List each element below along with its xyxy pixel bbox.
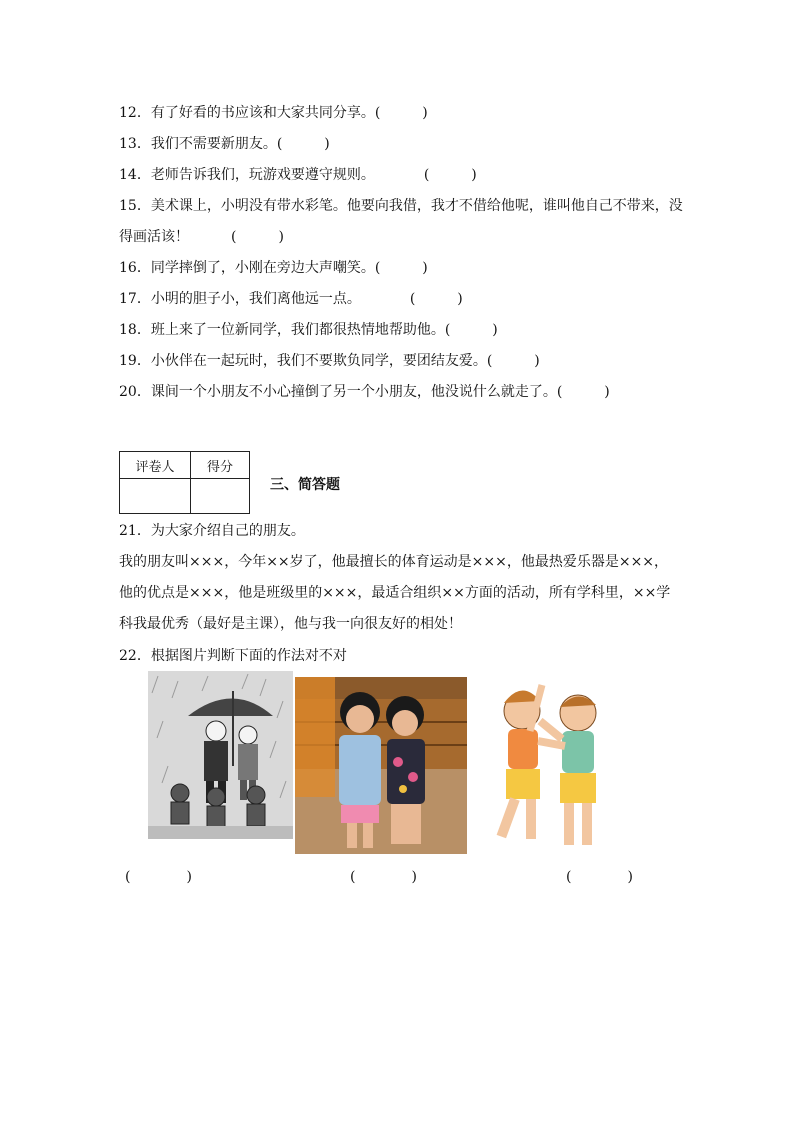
question-18: 18．班上来了一位新同学，我们都很热情地帮助他。( ) — [119, 322, 498, 338]
question-16: 16．同学摔倒了，小刚在旁边大声嘲笑。( ) — [119, 260, 428, 276]
question-20: 20．课间一个小朋友不小心撞倒了另一个小朋友，他没说什么就走了。( ) — [119, 384, 610, 400]
two-girls-illustration — [295, 677, 467, 854]
question-19: 19．小伙伴在一起玩时，我们不要欺负同学，要团结友爱。( ) — [119, 353, 540, 369]
score-table — [119, 451, 250, 514]
question-12: 12．有了好看的书应该和大家共同分享。( ) — [119, 105, 428, 121]
question-21-answer: 我的朋友叫×××，今年××岁了，他最擅长的体育运动是×××，他最热爱乐器是×××，他的优点是×××，他是班级里的×××，最适合组织××方面的活动，所有学科里，××学科我最优秀（最好是主课），他与我一向很友好的相处！ — [119, 554, 671, 632]
question-13: 13．我们不需要新朋友。( ) — [119, 136, 330, 152]
picture-1-answer-blank: ( ) — [125, 869, 192, 885]
kids-fighting-picture — [470, 671, 627, 860]
section-title: 三、简答题 — [270, 477, 340, 493]
picture-2-answer-blank: ( ) — [350, 869, 417, 885]
question-15-cont: 得画活该！ ( ) — [119, 229, 284, 245]
reviewer-header: 评卷人 — [120, 452, 191, 479]
question-21-title: 21．为大家介绍自己的朋友。 — [119, 523, 305, 539]
question-14: 14．老师告诉我们，玩游戏要遵守规则。 ( ) — [119, 167, 477, 183]
question-22-title: 22．根据图片判断下面的作法对不对 — [119, 648, 347, 664]
score-cell — [191, 479, 250, 514]
question-17: 17．小明的胆子小，我们离他远一点。 ( ) — [119, 291, 463, 307]
kids-fighting-illustration — [470, 671, 627, 860]
score-header: 得分 — [191, 452, 250, 479]
umbrella-rain-picture — [148, 671, 293, 839]
umbrella-rain-illustration — [148, 671, 293, 839]
reviewer-cell — [120, 479, 191, 514]
question-15: 15．美术课上，小明没有带水彩笔。他要向我借，我才不借给他呢，谁叫他自己不带来，没 — [119, 198, 683, 214]
two-girls-photo — [295, 677, 467, 854]
picture-3-answer-blank: ( ) — [566, 869, 633, 885]
